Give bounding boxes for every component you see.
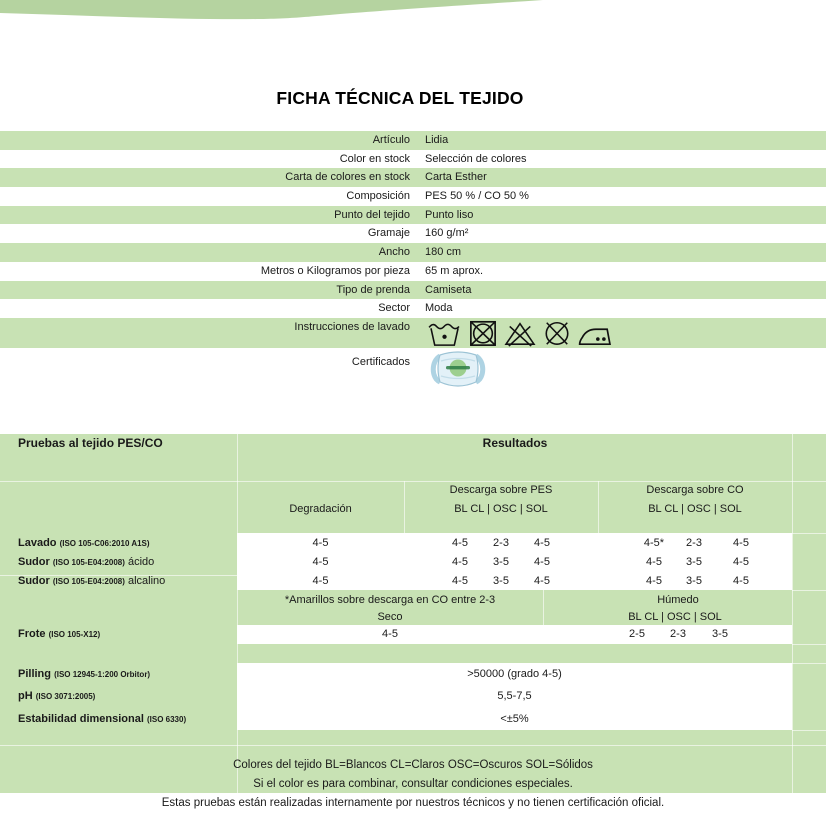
spec-label: Composición (346, 190, 410, 203)
spec-row (0, 131, 826, 150)
spec-label: Gramaje (367, 227, 410, 240)
test-row-label (18, 685, 95, 708)
gridline (543, 590, 544, 625)
value-co: 4-5 (646, 556, 662, 568)
value-pes: 4-5 (534, 556, 550, 568)
value-pes: 4-5 (534, 537, 550, 549)
spec-label: Certificados (351, 355, 410, 368)
test-iso: (ISO 3071:2005) (35, 692, 96, 701)
results-header: Resultados (482, 436, 548, 450)
test-name: pH (18, 690, 33, 702)
spec-value: Carta Esther (425, 171, 487, 184)
value-pes: 4-5 (452, 556, 468, 568)
spec-row (0, 299, 826, 318)
footer-combination-note: Si el color es para combinar, consultar condiciones especiales. (253, 778, 573, 790)
col-degradacion: Degradación (289, 503, 352, 515)
test-value: <±5% (500, 713, 529, 725)
care-icons (427, 319, 614, 347)
col-co-sub: BL CL | OSC | SOL (648, 503, 742, 515)
gridline (792, 730, 826, 731)
do-not-bleach-icon (503, 319, 537, 347)
value-co: 4-5 (733, 556, 749, 568)
spec-label: Carta de colores en stock (285, 171, 410, 184)
test-value: 5,5-7,5 (497, 690, 532, 702)
test-iso: (ISO 105-X12) (48, 630, 101, 639)
wash-tub-dot-icon (427, 319, 463, 347)
value-co: 4-5 (646, 575, 662, 587)
gridline (0, 481, 826, 482)
spec-table (0, 131, 826, 398)
spec-value: 160 g/m² (425, 227, 469, 240)
spec-row (0, 206, 826, 225)
spec-value: PES 50 % / CO 50 % (425, 190, 529, 203)
gridline (0, 745, 826, 746)
test-iso: (ISO 12945-1:200 Orbitor) (54, 670, 151, 679)
spec-label: Color en stock (339, 152, 410, 165)
value-pes: 3-5 (493, 556, 509, 568)
spec-label: Metros o Kilogramos por pieza (260, 264, 410, 277)
test-name: Lavado (18, 537, 57, 549)
value-co: 4-5* (643, 537, 665, 549)
test-suffix: ácido (127, 556, 155, 568)
test-iso: (ISO 105-E04:2008) (52, 558, 125, 567)
humedo-label: Húmedo (657, 594, 699, 606)
value-pes: 4-5 (452, 575, 468, 587)
page-title: FICHA TÉCNICA DEL TEJIDO (276, 88, 524, 108)
test-value: >50000 (grado 4-5) (467, 668, 562, 680)
do-not-tumble-dry-icon (466, 319, 500, 347)
test-name: Estabilidad dimensional (18, 713, 144, 725)
value-degradacion: 4-5 (312, 556, 329, 568)
spec-label: Punto del tejido (334, 208, 410, 221)
spec-row (0, 150, 826, 169)
spec-label: Ancho (378, 246, 410, 259)
value-co: 2-3 (686, 537, 702, 549)
spec-row (0, 281, 826, 300)
test-row-label (18, 553, 154, 572)
spec-label: Sector (378, 302, 410, 315)
test-iso: (ISO 105-E04:2008) (52, 577, 125, 586)
test-row-label (18, 625, 100, 644)
value-co: 4-5 (733, 537, 749, 549)
value-pes: 4-5 (534, 575, 550, 587)
spec-row (0, 168, 826, 187)
gridline (792, 533, 826, 534)
test-name: Frote (18, 628, 46, 640)
spec-value: Camiseta (425, 283, 472, 296)
spec-value: Punto liso (425, 208, 474, 221)
face-mask-certificate-icon (429, 348, 487, 394)
test-row-label (18, 572, 165, 591)
test-iso: (ISO 6330) (146, 715, 187, 724)
value-degradacion: 4-5 (312, 537, 329, 549)
test-row-label (18, 534, 150, 553)
spec-value: Lidia (425, 134, 449, 146)
value-pes: 2-3 (493, 537, 509, 549)
value-co: 4-5 (733, 575, 749, 587)
spec-row (0, 243, 826, 262)
care-instructions-row (0, 318, 826, 348)
value-pes: 4-5 (452, 537, 468, 549)
spec-row (0, 187, 826, 206)
footnote-amarillos: *Amarillos sobre descarga en CO entre 2-3 (284, 594, 496, 606)
certificates-row (0, 348, 826, 398)
spec-value: Moda (425, 302, 453, 315)
test-name: Pilling (18, 668, 51, 680)
spec-label: Instrucciones de lavado (294, 320, 410, 333)
footer-colors-legend: Colores del tejido BL=Blancos CL=Claros OSC=Oscuros SOL=Sólidos (233, 759, 593, 771)
test-suffix: alcalino (127, 575, 166, 587)
top-wave-decoration (0, 0, 826, 24)
spec-row (0, 224, 826, 243)
seco-label: Seco (377, 611, 403, 623)
test-iso: (ISO 105-C06:2010 A1S) (59, 539, 150, 548)
frote-seco-value: 4-5 (382, 628, 398, 640)
frote-humedo-value: 2-5 (629, 628, 645, 640)
spec-value: Selección de colores (425, 152, 527, 165)
spec-label: Tipo de prenda (336, 283, 410, 296)
tests-table-title: Pruebas al tejido PES/CO (18, 436, 163, 450)
gridline (792, 644, 826, 645)
value-co: 3-5 (686, 575, 702, 587)
test-name: Sudor (18, 575, 50, 587)
spec-value: 180 cm (425, 246, 462, 259)
col-co-title: Descarga sobre CO (646, 484, 744, 496)
frote-humedo-value: 2-3 (670, 628, 686, 640)
spec-row (0, 262, 826, 281)
iron-two-dots-icon (577, 319, 614, 347)
frote-humedo-value: 3-5 (712, 628, 728, 640)
spec-value: 65 m aprox. (425, 264, 484, 277)
value-pes: 3-5 (493, 575, 509, 587)
test-row-label (18, 708, 186, 731)
footer-disclaimer: Estas pruebas están realizadas internamente por nuestros técnicos y no tienen certificación oficial. (161, 797, 665, 809)
value-degradacion: 4-5 (312, 575, 329, 587)
test-row-label (18, 663, 150, 686)
humedo-sub: BL CL | OSC | SOL (628, 611, 722, 623)
value-co: 3-5 (686, 556, 702, 568)
col-pes-sub: BL CL | OSC | SOL (454, 503, 548, 515)
do-not-dry-clean-icon (540, 319, 574, 347)
spec-label: Artículo (372, 134, 410, 146)
col-pes-title: Descarga sobre PES (449, 484, 553, 496)
gridline (792, 663, 826, 664)
test-name: Sudor (18, 556, 50, 568)
